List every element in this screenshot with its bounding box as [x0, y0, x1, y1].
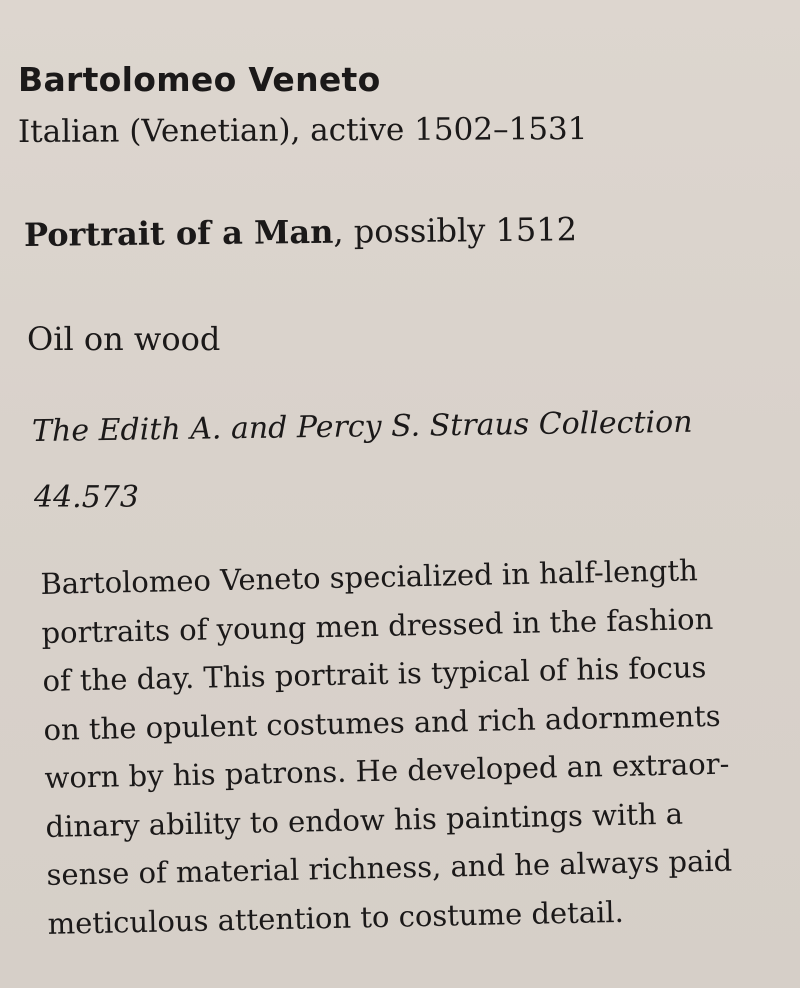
accession-number: 44.573	[34, 480, 139, 515]
artwork-title-line	[24, 210, 577, 254]
description-line: dinary ability to endow his paintings with a	[45, 796, 684, 844]
artwork-date: , possibly 1512	[333, 210, 578, 251]
description-line: meticulous attention to costume detail.	[47, 894, 625, 941]
credit-line: The Edith A. and Percy S. Straus Collection	[31, 404, 693, 449]
artwork-medium: Oil on wood	[27, 320, 221, 358]
artist-name: Bartolomeo Veneto	[18, 60, 381, 99]
description-line: on the opulent costumes and rich adornments	[43, 698, 721, 747]
description-line: sense of material richness, and he always paid	[46, 843, 733, 892]
description-paragraph	[40, 545, 788, 948]
description-line: Bartolomeo Veneto specialized in half-length	[40, 553, 699, 601]
artist-nationality: Italian (Venetian), active 1502–1531	[17, 111, 588, 150]
description-line: of the day. This portrait is typical of his focus	[42, 650, 707, 698]
description-line: worn by his patrons. He developed an extraor-	[44, 746, 730, 795]
description-line: portraits of young men dressed in the fashion	[41, 601, 714, 650]
artwork-title: Portrait of a Man	[23, 212, 334, 254]
